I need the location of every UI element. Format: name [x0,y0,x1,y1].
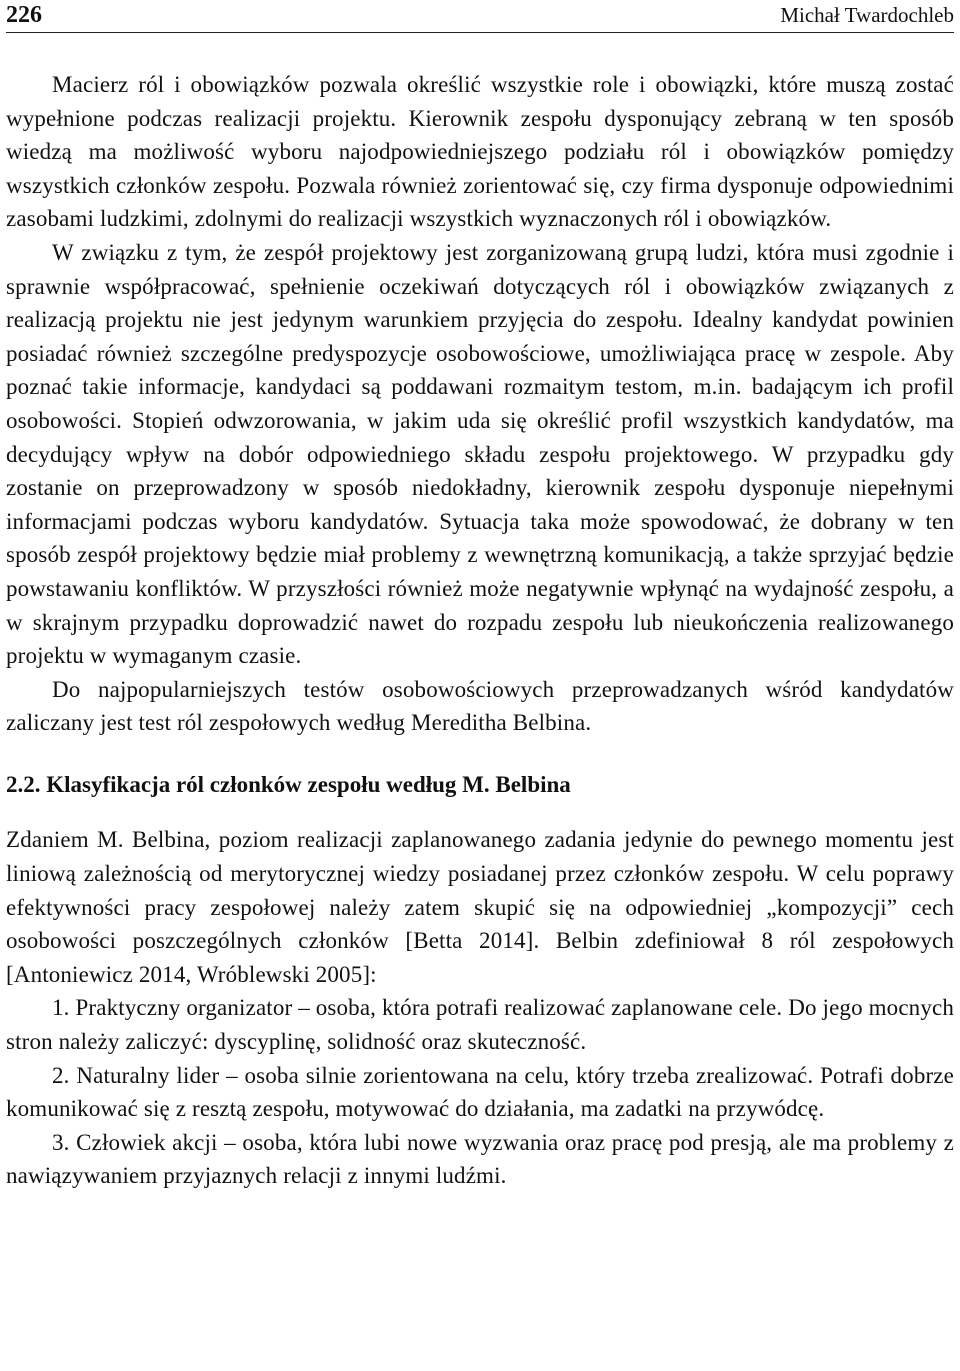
page-body [6,33,954,1193]
list-item: 2. Naturalny lider – osoba silnie zorientowana na celu, który trzeba zrealizować. Potrafi dobrze komunikować się z resztą zespołu, motywować do działania, ma zadatki na przywódcę. [6,1062,954,1122]
list-item: 1. Praktyczny organizator – osoba, która potrafi realizować zaplanowane cele. Do jego mocnych stron należy zaliczyć: dyscyplinę, solidność oraz skuteczność. [6,995,954,1055]
running-header-author: Michał Twardochleb [780,3,954,27]
paragraph-team-selection: W związku z tym, że zespół projektowy jest zorganizowaną grupą ludzi, która musi zgodnie i sprawnie współpracować, spełnienie oczekiwań dotyczących ról i obowiązków związanych z realizacją projektu nie jest jedynym warunkiem przyjęcia do zespołu. Idealny kandydat powinien posiadać również szczególne predyspozycje osobowościowe, umożliwiająca pracę w zespole. Aby poznać takie informacje, kandydaci są poddawani rozmaitym testom, m.in. badającym ich profil osobowości. Stopień odwzorowania, w jakim uda się określić profil wszystkich kandydatów, ma decydujący wpływ na dobór odpowiedniego składu zespołu projektowego. W przypadku gdy zostanie on przeprowadzony w sposób niedokładny, kierownik zespołu dysponuje niepełnymi informacjami podczas wyboru kandydatów. Sytuacja taka może spowodować, że dobrany w ten sposób zespół projektowy będzie miał problemy z wewnętrzną komunikacją, a także sprzyjać będzie powstawaniu konfliktów. W przyszłości również może negatywnie wpłynąć na wydajność zespołu, a w skrajnym przypadku doprowadzić nawet do rozpadu zespołu lub nieukończenia realizowanego projektu w wymaganym czasie. [6,239,954,669]
section-heading: 2.2. Klasyfikacja ról członków zespołu według M. Belbina [6,771,571,797]
page-number: 226 [6,2,42,28]
paragraph-belbin-test: Do najpopularniejszych testów osobowościowych przeprowadzanych wśród kandydatów zaliczany jest test ról zespołowych według Mereditha Belbina. [6,676,954,736]
section-intro-paragraph: Zdaniem M. Belbina, poziom realizacji zaplanowanego zadania jedynie do pewnego momentu jest liniową zależnością od merytorycznej wiedzy posiadanej przez członków zespołu. W celu poprawy efektywności pracy zespołowej należy zatem skupić się na odpowiedniej „kompozycji” cech osobowości poszczególnych członków [Betta 2014]. Belbin zdefiniował 8 ról zespołowych [Antoniewicz 2014, Wróblewski 2005]: [6,827,954,987]
running-header [6,0,954,33]
list-item: 3. Człowiek akcji – osoba, która lubi nowe wyzwania oraz pracę pod presją, ale ma problemy z nawiązywaniem przyjaznych relacji z innymi ludźmi. [6,1129,954,1189]
paragraph-role-matrix: Macierz ról i obowiązków pozwala określić wszystkie role i obowiązki, które muszą zostać wypełnione podczas realizacji projektu. Kierownik zespołu dysponujący zebraną w ten sposób wiedzą ma możliwość wyboru najodpowiedniejszego podziału ról i obowiązków pomiędzy wszystkich członków zespołu. Pozwala również zorientować się, czy firma dysponuje odpowiednimi zasobami ludzkimi, zdolnymi do realizacji wszystkich wyznaczonych ról i obowiązków. [6,72,954,232]
